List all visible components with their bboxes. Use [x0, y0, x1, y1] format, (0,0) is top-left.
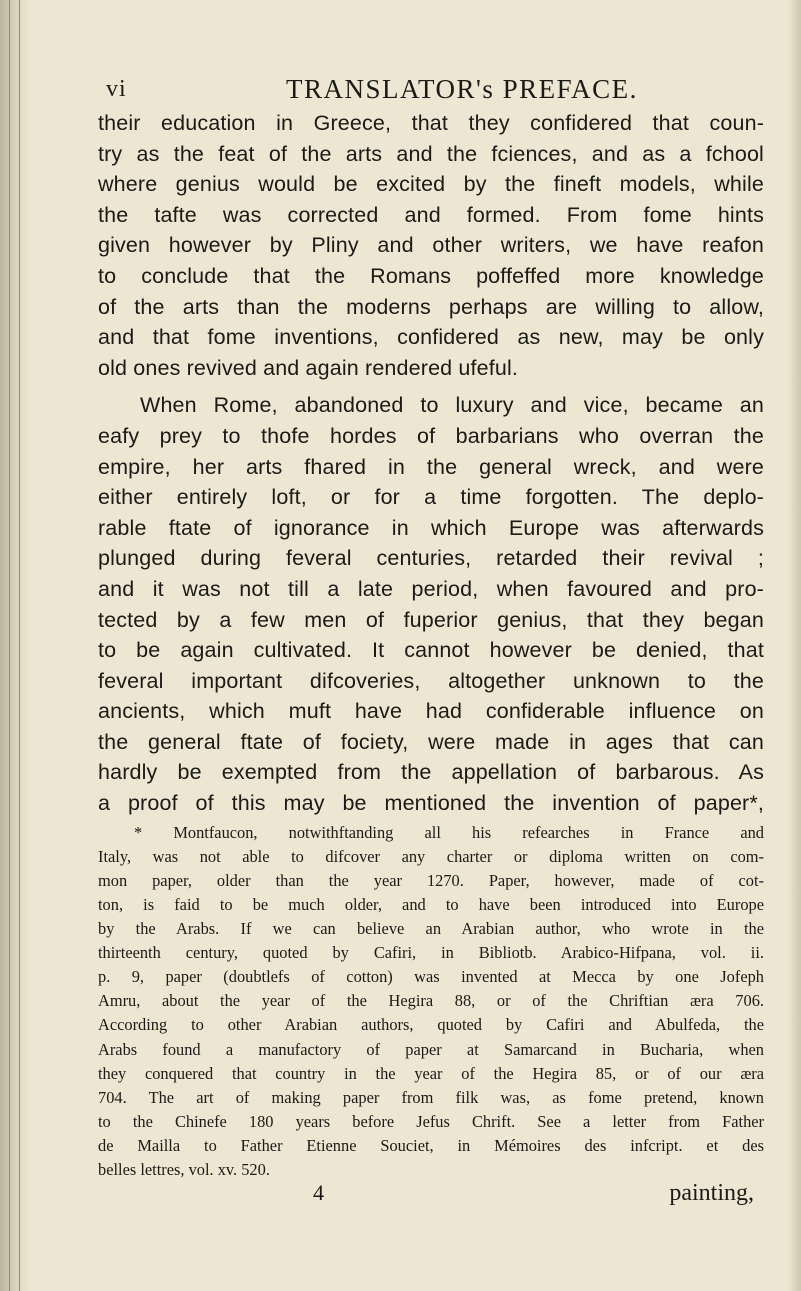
footnote-line: ton, is faid to be much older, and to have been introduced into Europe [98, 894, 764, 914]
text-line: to be again cultivated. It cannot however be denied, that [98, 638, 764, 663]
footnote-line: to the Chinefe 180 years before Jefus Chrift. See a letter from Father [98, 1111, 764, 1131]
book-page [98, 70, 764, 1208]
text-line: hardly be exempted from the appellation of barbarous. As [98, 760, 764, 785]
page-number: vi [106, 76, 127, 102]
footnote-line: belles lettres, vol. xv. 520. [98, 1159, 270, 1179]
text-line: try as the feat of the arts and the fciences, and as a fchool [98, 141, 764, 166]
text-line: tected by a few men of fuperior genius, that they began [98, 607, 764, 632]
footnote-line: Amru, about the year of the Hegira 88, or of the Chriftian æra 706. [98, 991, 764, 1011]
text-line: of the arts than the moderns perhaps are willing to allow, [98, 294, 764, 319]
page-fore-edge [787, 0, 801, 1291]
footnote-line: Italy, was not able to difcover any charter or diploma written on com- [98, 846, 764, 866]
catchword: painting, [669, 1180, 754, 1207]
footnote-line: mon paper, older than the year 1270. Paper, however, made of cot- [98, 870, 764, 890]
footnote-line: by the Arabs. If we can believe an Arabian author, who wrote in the [98, 919, 764, 939]
footnote-line: 704. The art of making paper from filk was, as fome pretend, known [98, 1087, 764, 1107]
text-line: a proof of this may be mentioned the invention of paper*, [98, 791, 764, 816]
signature-mark: 4 [313, 1180, 324, 1206]
text-line: eafy prey to thofe hordes of barbarians who overran the [98, 423, 764, 448]
text-line: given however by Pliny and other writers, we have reafon [98, 233, 764, 258]
footnote-line: Arabs found a manufactory of paper at Samarcand in Bucharia, when [98, 1039, 764, 1059]
text-line: When Rome, abandoned to luxury and vice, became an [140, 393, 764, 418]
text-line: plunged during feveral centuries, retarded their revival ; [98, 546, 764, 571]
running-head-title: TRANSLATOR's PREFACE. [286, 74, 638, 104]
text-line: the general ftate of fociety, were made in ages that can [98, 729, 764, 754]
footnote-line: de Mailla to Father Etienne Souciet, in Mémoires des infcript. et des [98, 1135, 764, 1155]
body-text [98, 108, 764, 819]
footnote-line: p. 9, paper (doubtlefs of cotton) was invented at Mecca by one Jofeph [98, 967, 764, 987]
text-line: old ones revived and again rendered ufeful. [98, 355, 519, 380]
text-line: feveral important difcoveries, altogether unknown to the [98, 668, 764, 693]
text-line: ancients, which muft have had confiderable influence on [98, 699, 764, 724]
running-head [98, 70, 764, 108]
page-foot [98, 1180, 764, 1208]
text-line: where genius would be excited by the fineft models, while [98, 172, 764, 197]
binding-edge [0, 0, 30, 1291]
footnote [98, 821, 764, 1182]
footnote-line: thirteenth century, quoted by Cafiri, in Bibliotb. Arabico-Hifpana, vol. ii. [98, 943, 764, 963]
paragraph-1 [98, 108, 764, 383]
text-line: the tafte was corrected and formed. From fome hints [98, 202, 764, 227]
text-line: either entirely loft, or for a time forgotten. The deplo- [98, 485, 764, 510]
footnote-line: * Montfaucon, notwithftanding all his refearches in France and [134, 822, 764, 842]
paragraph-2 [98, 390, 764, 818]
footnote-line: According to other Arabian authors, quoted by Cafiri and Abulfeda, the [98, 1015, 764, 1035]
text-line: to conclude that the Romans poffeffed more knowledge [98, 263, 764, 288]
text-line: and it was not till a late period, when favoured and pro- [98, 576, 764, 601]
text-line: and that fome inventions, confidered as new, may be only [98, 325, 764, 350]
footnote-line: they conquered that country in the year of the Hegira 85, or of our æra [98, 1063, 764, 1083]
text-line: empire, her arts fhared in the general wreck, and were [98, 454, 764, 479]
paragraph-gap [98, 383, 764, 390]
text-line: rable ftate of ignorance in which Europe was afterwards [98, 515, 764, 540]
text-line: their education in Greece, that they confidered that coun- [98, 111, 764, 135]
